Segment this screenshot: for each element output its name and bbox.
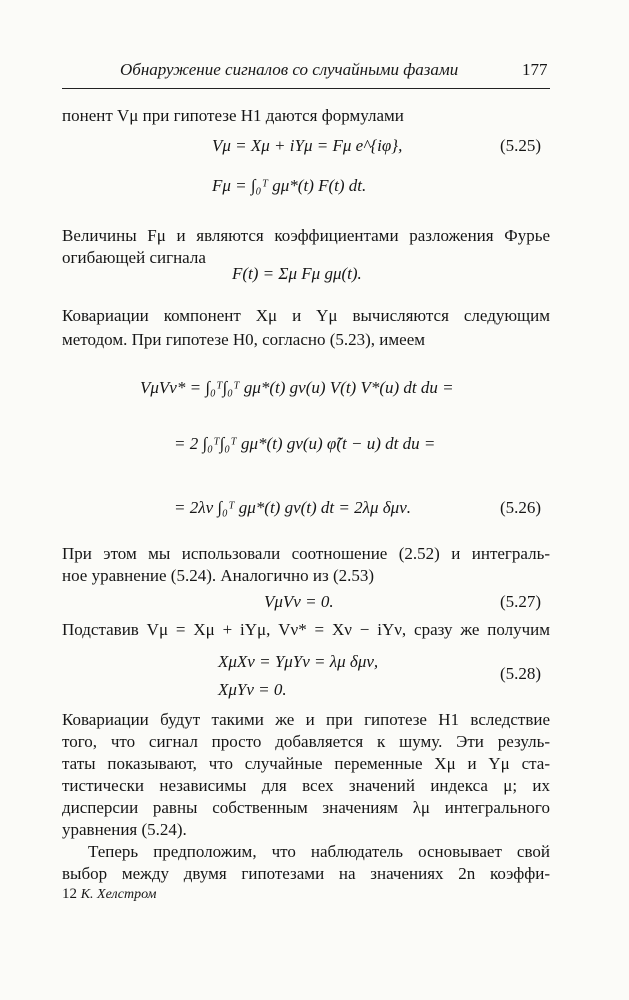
signature-number: 12: [62, 886, 77, 902]
text-line: Ковариации будут такими же и при гипотезе H1 вследствие: [62, 710, 550, 729]
text-line: Подставив Vμ = Xμ + iYμ, Vν* = Xν − iYν, сразу же получим: [62, 620, 550, 639]
text-line: таты показывают, что случайные переменные Xμ и Yμ ста-: [62, 754, 550, 773]
signature-author: К. Хелстром: [80, 887, 157, 902]
equation-number: (5.26): [500, 498, 542, 517]
equation-5-26-line3: = 2λν ∫₀ᵀ gμ*(t) gν(t) dt = 2λμ δμν.: [174, 498, 412, 517]
header-rule: [62, 88, 550, 89]
text-line: понент Vμ при гипотезе H1 даются формулами: [62, 106, 404, 125]
equation-number: (5.25): [500, 136, 542, 155]
equation-fourier: F(t) = Σμ Fμ gμ(t).: [232, 264, 362, 283]
text-line: При этом мы использовали соотношение (2.52) и интеграль-: [62, 544, 550, 563]
equation-5-26-line2: = 2 ∫₀ᵀ∫₀ᵀ gμ*(t) gν(u) φ̃(t − u) dt du =: [174, 434, 436, 453]
text-line: дисперсии равны собственным значениям λμ интегрального: [62, 798, 550, 817]
text-line: Величины Fμ и являются коэффициентами разложения Фурье: [62, 226, 550, 245]
equation-number: (5.27): [500, 592, 542, 611]
equation-5-28-line2: XμYν = 0.: [218, 680, 287, 699]
text-line: того, что сигнал просто добавляется к шуму. Эти резуль-: [62, 732, 550, 751]
signature-mark: [62, 886, 156, 903]
equation-5-25-line1: Vμ = Xμ + iYμ = Fμ e^{iφ},: [212, 136, 403, 155]
text-line: тистически независимы для всех значений индекса μ; их: [62, 776, 550, 795]
equation-5-25-line2: Fμ = ∫₀ᵀ gμ*(t) F(t) dt.: [212, 176, 367, 195]
equation-5-28-line1: XμXν = YμYν = λμ δμν,: [218, 652, 379, 671]
text-line: выбор между двумя гипотезами на значениях 2n коэффи-: [62, 864, 550, 883]
text-line: Ковариации компонент Xμ и Yμ вычисляются следующим: [62, 306, 550, 325]
page-number: 177: [522, 60, 548, 79]
text-line: уравнения (5.24).: [62, 820, 187, 839]
equation-5-27: VμVν = 0.: [264, 592, 334, 611]
equation-5-26-line1: VμVν* = ∫₀ᵀ∫₀ᵀ gμ*(t) gν(u) V(t) V*(u) dt du =: [140, 378, 454, 397]
equation-number: (5.28): [500, 664, 542, 683]
text-line: огибающей сигнала: [62, 248, 206, 267]
text-line: ное уравнение (5.24). Аналогично из (2.53): [62, 566, 375, 585]
text-line: Теперь предположим, что наблюдатель основывает свой: [88, 842, 550, 861]
running-header: Обнаружение сигналов со случайными фазами: [120, 60, 459, 79]
text-line: методом. При гипотезе H0, согласно (5.23), имеем: [62, 330, 425, 349]
